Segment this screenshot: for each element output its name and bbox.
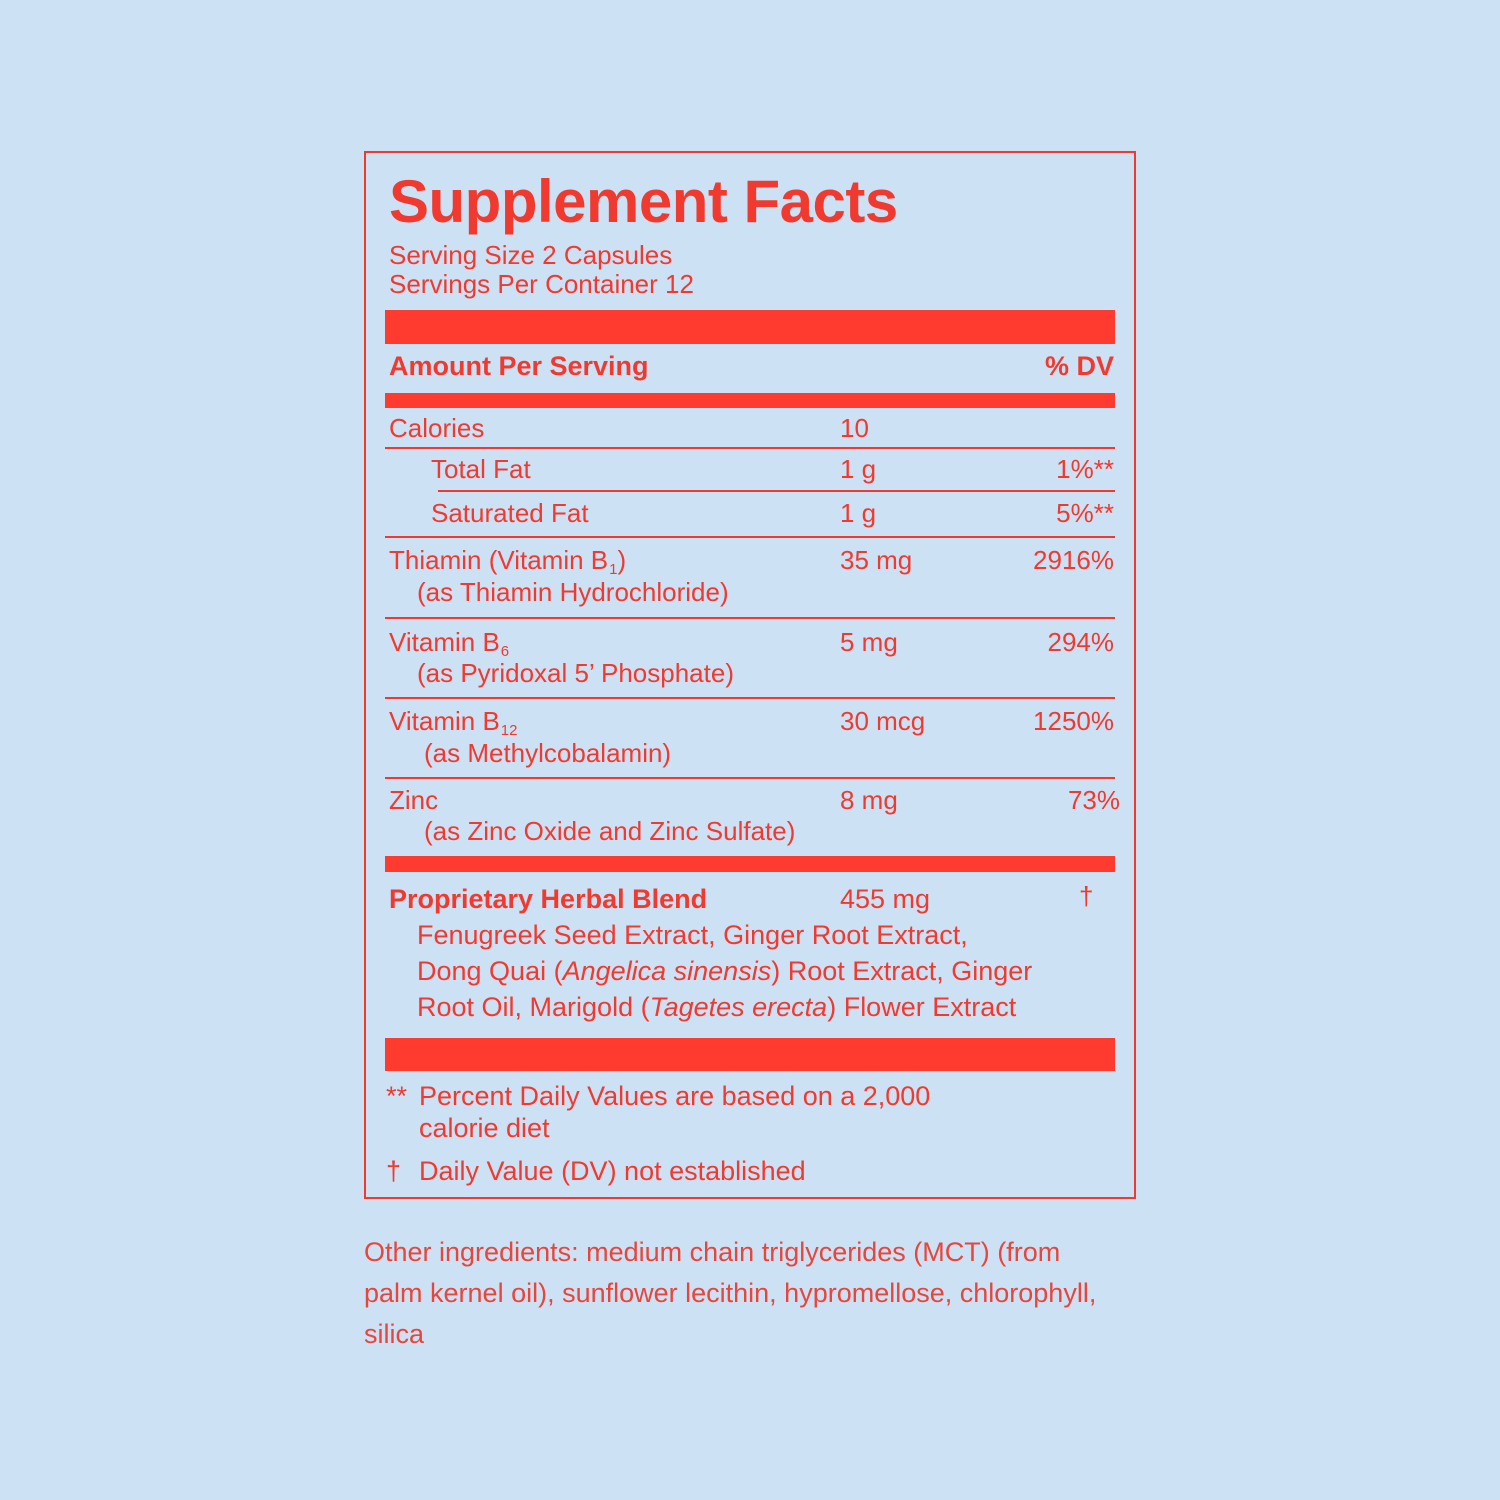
other-ingredients: Other ingredients: medium chain triglycerides (MCT) (from palm kernel oil), sunflower lecithin, hypromellose, chlorophyll, silica: [364, 1237, 1097, 1349]
vitamin-b6-dv: 294%: [1047, 627, 1114, 657]
total-fat-dv: 1%**: [1056, 454, 1114, 484]
thick-divider-bottom: [385, 1038, 1115, 1071]
panel-title: Supplement Facts: [389, 168, 898, 235]
blend-name: Proprietary Herbal Blend: [389, 884, 708, 914]
thiamin-source: (as Thiamin Hydrochloride): [417, 577, 729, 607]
thiamin-amount: 35 mg: [840, 545, 913, 575]
footnote-dv-line-2: calorie diet: [419, 1113, 550, 1143]
saturated-fat-label: Saturated Fat: [431, 498, 589, 528]
row-divider: [385, 697, 1115, 699]
zinc-amount: 8 mg: [840, 785, 898, 815]
dv-header: % DV: [1044, 351, 1114, 381]
zinc-dv: 73%: [1067, 785, 1120, 815]
medium-divider: [385, 393, 1115, 408]
blend-ingredients-line-1: Fenugreek Seed Extract, Ginger Root Extract,: [417, 920, 968, 950]
vitamin-b6-amount: 5 mg: [840, 627, 898, 657]
row-divider: [438, 490, 1115, 492]
row-divider: [385, 777, 1115, 779]
row-divider: [385, 536, 1115, 538]
medium-divider: [385, 856, 1115, 872]
calories-amount: 10: [840, 413, 869, 443]
total-fat-amount: 1 g: [840, 454, 877, 484]
blend-ingredients-line-3: Root Oil, Marigold (Tagetes erecta) Flower Extract: [417, 992, 1017, 1022]
thiamin-label: Thiamin (Vitamin $B_1$): [389, 545, 627, 578]
servings-per-container: Servings Per Container 12: [389, 269, 694, 299]
saturated-fat-dv: 5%**: [1056, 498, 1114, 528]
zinc-source: (as Zinc Oxide and Zinc Sulfate): [424, 816, 796, 846]
thick-divider-top: [385, 310, 1115, 344]
vitamin-b12-dv: 1250%: [1033, 706, 1114, 736]
thiamin-dv: 2916%: [1033, 545, 1114, 575]
vitamin-b6-source: (as Pyridoxal 5’ Phosphate): [417, 658, 734, 688]
row-divider: [385, 617, 1115, 619]
footnote-dv-mark: **: [386, 1081, 408, 1111]
calories-label: Calories: [389, 413, 485, 443]
blend-ingredients-line-2: Dong Quai (Angelica sinensis) Root Extract, Ginger: [417, 956, 1033, 986]
vitamin-b12-source: (as Methylcobalamin): [424, 738, 672, 768]
supplement-facts-panel: [364, 151, 1136, 1199]
vitamin-b12-amount: 30 mcg: [840, 706, 926, 736]
blend-dv-dagger: †: [1079, 881, 1094, 911]
footnote-dagger-mark: †: [386, 1156, 402, 1186]
zinc-label: Zinc: [389, 785, 439, 815]
row-divider: [385, 447, 1115, 449]
footnote-dv-line-1: Percent Daily Values are based on a 2,000: [419, 1081, 931, 1111]
serving-size: Serving Size 2 Capsules: [389, 240, 673, 270]
footnote-dagger-text: Daily Value (DV) not established: [419, 1156, 806, 1186]
total-fat-label: Total Fat: [431, 454, 531, 484]
amount-per-serving-header: Amount Per Serving: [389, 351, 649, 381]
blend-amount: 455 mg: [840, 884, 931, 914]
vitamin-b12-label: Vitamin $B_{12}$: [389, 706, 518, 739]
saturated-fat-amount: 1 g: [840, 498, 877, 528]
vitamin-b6-label: Vitamin $B_6$: [389, 627, 510, 660]
